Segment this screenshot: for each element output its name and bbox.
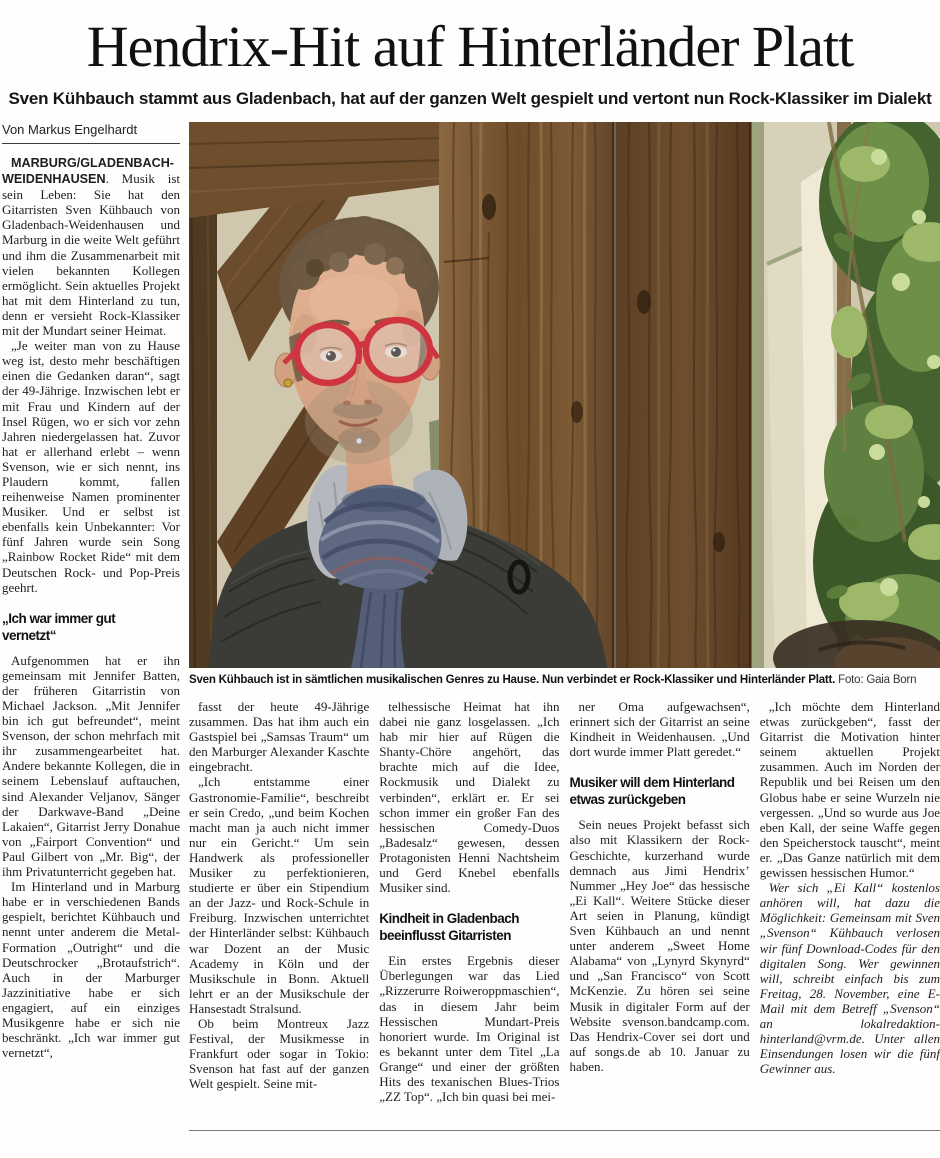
paragraph: Ein erstes Ergebnis dieser Überlegungen war das Lied „Rizzerurre Roiweroppmaschien“, das in diesem Jahr beim Hessischen Mundart-Preis honoriert wurde. Im Original ist es bekannt unter dem Titel „La Grange“ und einer der größten Hits des texanischen Blues-Trios „ZZ Top“. „Ich bin quasi bei mei- bbox=[379, 953, 560, 1105]
paragraph: „Ich entstamme einer Gastronomie-Familie“, beschreibt er sein Credo, „und beim Kochen macht man ja auch nicht immer nur ein Gericht.“ Um sein Handwerk als professioneller Musiker zu perfektionieren, studierte er über ein Stipendium an der Jazz- und Rock-Schule in Freiburg. Inzwischen unterrichtet der Hinterländer selbst: Kühbauch war Dozent an der Music Academy in Köln und der Musikschule in Bonn. Aktuell lehrt er an der Musikschule der Hansestadt Stralsund. bbox=[189, 774, 370, 1016]
paragraph: ner Oma aufgewachsen“, erinnert sich der Gitarrist an seine Kindheit in Weidenhausen. „Und dort wurde immer Platt geredet.“ bbox=[569, 699, 750, 760]
main-area bbox=[189, 122, 940, 1131]
column-5 bbox=[760, 699, 940, 1123]
paragraph: „Ich möchte dem Hinterland etwas zurückgeben“, fasst der Gitarrist die Motivation hinter seinem aktuellen Projekt zusammen. Auch im Norden der Republik und bei Reisen um den Globus habe er seine Wurzeln nie vergessen. „Und so wurde aus Joe eben Kall, der seine Waffe gegen den Speicherstock tauscht“, meint er. „Das Ganze natürlich mit dem gewissen hessischen Humor.“ bbox=[759, 699, 940, 881]
subtitle: Sven Kühbauch stammt aus Gladenbach, hat auf der ganzen Welt gespielt und vertont nun Rock-Klassiker im Dialekt bbox=[8, 89, 932, 108]
column-4 bbox=[570, 699, 750, 1123]
paragraph: Aufgenommen hat er ihn gemeinsam mit Jennifer Batten, der früheren Gitarristin von Michael Jackson. „Mit Jennifer bin ich gut befreundet“, meint Svenson, der schon mehrfach mit ihr zusammengearbeitet hat. Andere bekannte Kollegen, die in seinem Lebenslauf auftauchen, sind Alexander Veljanov, Sänger der Darkwave-Band „Deine Lakaien“, Gitarrist Jerry Donahue von „Fairport Convention“ und Paul Gilbert von „Mr. Big“, der ihm Privatunterricht gegeben hat. bbox=[2, 652, 180, 880]
paragraph: telhessische Heimat hat ihn dabei nie ganz losgelassen. „Ich hab mir hier auf Rügen die Shanty-Chöre angehört, das brachte mich auf die Idee, Rockmusik und Dialekt zu verbinden“, erklärt er. Er sei schon immer ein großer Fan des hessischen Comedy-Duos „Badesalz“ gewesen, dessen Protagonisten Henni Nachtsheim und Gerd Knebel ebenfalls Musiker sind. bbox=[379, 699, 560, 896]
article-header bbox=[0, 0, 940, 109]
portrait-photo bbox=[189, 122, 940, 688]
subhead-zurueckgeben: Musiker will dem Hinterland etwas zurückgeben bbox=[569, 775, 735, 808]
paragraph: „Je weiter man von zu Hause weg ist, desto mehr beschäftigen einen die Gedanken daran“, sagt der 49-Jährige. Inzwischen lebt er mit Frau und Kindern auf der Insel Rügen, wo er sich vor zehn Jahren niedergelassen hat. Zuvor hat er allerhand erlebt – wenn Svenson, wie er sich nennt, ins Plaudern kommt, fallen reihenweise Namen prominenter Musiker. Und er selbst ist ebenfalls kein Unbekannter: Vor fünf Jahren wurde sein Song „Rainbow Rocket Ride“ mit dem Deutschen Rock- und Pop-Preis geehrt. bbox=[2, 338, 180, 595]
portrait-photo-graphic bbox=[189, 122, 940, 668]
photo-credit: Foto: Gaia Born bbox=[838, 674, 917, 686]
paragraph: Ob beim Montreux Jazz Festival, der Musikmesse in Frankfurt oder sogar in Tokio: Svenson hat fast auf der ganzen Welt gespielt. Seine mit- bbox=[189, 1015, 370, 1092]
gold-earring bbox=[284, 379, 292, 387]
lead-text: . Musik ist sein Leben: Sie hat den Gitarristen Sven Kühbauch von Gladenbach-Weidenhausen und Marburg in die weite Welt geführt und ihm die Zusammenarbeit mit vielen bekannten Kollegen ermöglicht. Sein aktuelles Projekt hat mit dem Hinterland zu tun, denn er versieht Rock-Klassiker mit der Mundart seiner Heimat. bbox=[2, 171, 180, 339]
byline: Von Markus Engelhardt bbox=[2, 122, 180, 144]
column-1 bbox=[2, 122, 180, 1114]
paragraph: Im Hinterland und in Marburg habe er in verschiedenen Bands gespielt, berichtet Kühbauch und nennt unter anderem die Metal-Formation „Outright“ und die Deutschrocker „Brotaufstrich“. Auch in der Marburger Jazzinitiative habe er sich engagiert, auf ein einziges Musikgenre habe er sich nie beschränkt. „Ich war immer gut vernetzt“, bbox=[2, 879, 180, 1061]
article-body bbox=[0, 122, 940, 1131]
column-2 bbox=[189, 699, 369, 1123]
lower-columns bbox=[189, 699, 940, 1123]
paragraph: Sein neues Projekt befasst sich also mit Klassikern der Rock-Geschichte, kurzerhand wurde demnach aus Jimi Hendrix’ Nummer „Hey Joe“ das hessische „Ei Kall“. Weitere Stücke dieser Art seien in Planung, kündigt Sven Kühbauch an und nennt unter anderem „Sweet Home Alabama“ von „Lynyrd Skynyrd“ und „San Francisco“ von Scott McKenzie. Zu hören sei seine Musik in digitaler Form auf der Website svenson.bandcamp.com. Das Hendrix-Cover sei dort und auf songs.de ab 10. Januar zu haben. bbox=[569, 817, 750, 1074]
paragraph: fasst der heute 49-Jährige zusammen. Das hat ihm auch ein Gastspiel bei „Samsas Traum“ um den Marburger Alexander Kaschte eingebracht. bbox=[189, 699, 370, 775]
paragraph-contest-note: Wer sich „Ei Kall“ kostenlos anhören will, hat dazu die Möglichkeit: Gemeinsam mit Sven „Svenson“ Kühbauch verlosen wir fünf Download-Codes für den digitalen Song. Wer gewinnen will, schreibt einfach bis zum Freitag, 28. November, eine E-Mail mit dem Betreff „Svenson“ an lokalredaktion-hinterland@vrm.de. Unter allen Einsendungen losen wir die fünf Gewinner aus. bbox=[759, 880, 940, 1077]
column-3 bbox=[379, 699, 559, 1123]
labret-piercing bbox=[356, 438, 362, 444]
subhead-vernetzt: „Ich war immer gut vernetzt“ bbox=[2, 610, 116, 643]
subhead-kindheit: Kindheit in Gladenbach beeinflusst Gitarristen bbox=[379, 911, 520, 944]
caption-text: Sven Kühbauch ist in sämtlichen musikalischen Genres zu Hause. Nun verbindet er Rock-Klassiker und Hinterländer Platt. bbox=[189, 674, 836, 686]
bottom-rule bbox=[189, 1130, 940, 1131]
location-tag: MARBURG/GLADENBACH-WEIDENHAUSEN bbox=[2, 156, 175, 187]
headline: Hendrix-Hit auf Hinterländer Platt bbox=[86, 14, 854, 79]
photo-caption bbox=[189, 673, 940, 688]
paragraph-lead bbox=[2, 155, 180, 338]
